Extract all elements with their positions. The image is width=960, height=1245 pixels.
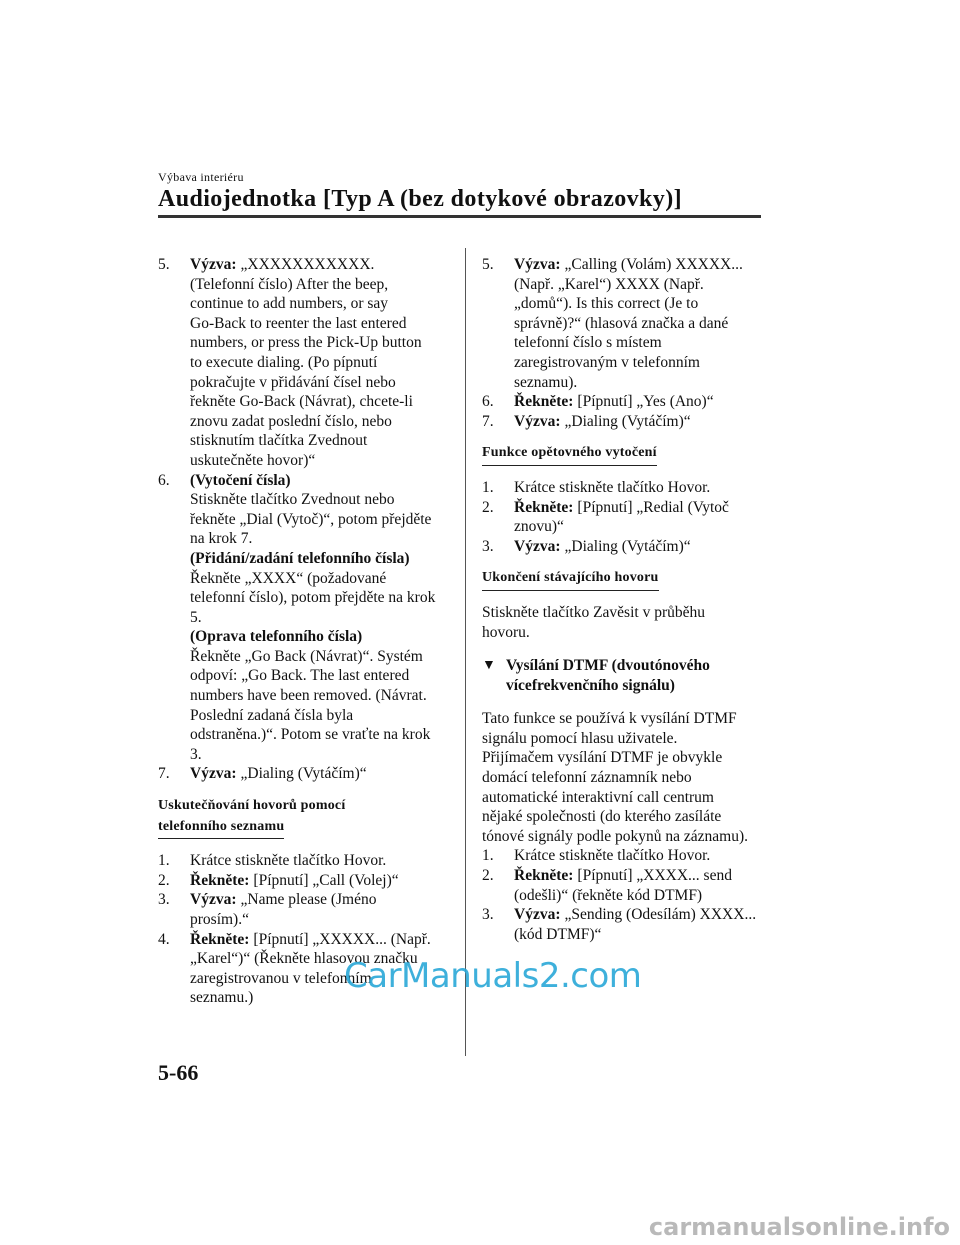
step-1 <box>482 478 772 498</box>
text-line: automatické interaktivní call centrum <box>482 788 714 806</box>
subheading-phonebook <box>158 796 448 839</box>
text-line: stisknutím tlačítka Zvednout <box>190 432 368 450</box>
text-line: [Pípnutí] „XXXX... send <box>577 867 732 885</box>
text-line: Řekněte „Go Back (Návrat)“. Systém <box>190 647 423 665</box>
subheading-end-call: Ukončení stávajícího hovoru <box>482 568 659 591</box>
text-line: nějaké společnosti (do kterého zasíláte <box>482 808 722 826</box>
item-body <box>514 255 772 392</box>
subheading-line: vícefrekvenčního signálu) <box>506 676 675 694</box>
text-line: (odešli)“ (řekněte kód DTMF) <box>514 886 703 904</box>
text-line: tónové signály podle pokynů na záznamu). <box>482 827 749 845</box>
step-2 <box>158 871 448 891</box>
text-line: zaregistrovaným v telefonním <box>514 353 700 371</box>
text-line: „Karel“)“ (Řekněte hlasovou značku <box>190 950 418 968</box>
text-line: to execute dialing. (Po pípnutí <box>190 353 378 371</box>
step-3 <box>158 890 448 929</box>
item-number: 4. <box>158 930 170 948</box>
option-heading: (Přidání/zadání telefonního čísla) <box>190 549 410 567</box>
text-line: telefonní číslo s místem <box>514 334 662 352</box>
text-line: řekněte Go-Back (Návrat), chcete-li <box>190 393 413 411</box>
page-number: 5-66 <box>158 1060 199 1085</box>
say-label: Řekněte: <box>514 393 574 411</box>
item-body <box>190 871 448 891</box>
text-line: telefonní číslo), potom přejděte na krok <box>190 589 436 607</box>
item-body <box>190 764 448 784</box>
item-body <box>514 866 772 905</box>
text-line: Krátce stiskněte tlačítko Hovor. <box>190 852 387 870</box>
footer-site-text: carmanualsonline.info <box>648 1213 950 1241</box>
text-line: „domů“). Is this correct (Je to <box>514 295 699 313</box>
item-body <box>190 890 448 929</box>
text-line: seznamu.) <box>190 989 254 1007</box>
text-line: (kód DTMF)“ <box>514 925 602 943</box>
item-body <box>190 471 448 765</box>
prompt-label: Výzva: <box>514 537 561 555</box>
text-line: „Sending (Odesílám) XXXX... <box>564 906 757 924</box>
column-divider <box>465 248 466 1056</box>
text-line: 3. <box>190 745 202 763</box>
prompt-label: Výzva: <box>514 256 561 273</box>
text-line: [Pípnutí] „XXXXX... (Např. <box>253 930 431 948</box>
prompt-label: Výzva: <box>514 906 561 924</box>
text-line: [Pípnutí] „Call (Volej)“ <box>253 871 399 889</box>
text-line: zaregistrovanou v telefonním <box>190 969 372 987</box>
step-2 <box>482 866 772 905</box>
item-number: 1. <box>482 847 494 865</box>
list-item-6 <box>158 471 448 765</box>
list-item-5 <box>158 255 448 471</box>
subheading-line: Vysílání DTMF (dvoutónového <box>506 657 710 675</box>
text-line: „Name please (Jméno <box>240 891 377 909</box>
subheading-redial: Funkce opětovného vytočení <box>482 443 657 466</box>
section-label: Výbava interiéru <box>158 170 244 184</box>
text-line: seznamu). <box>514 373 578 391</box>
item-body <box>514 392 772 412</box>
text-line: signálu pomocí hlasu uživatele. <box>482 729 678 747</box>
text-line: Přijímačem vysílání DTMF je obvykle <box>482 749 723 767</box>
step-1 <box>482 846 772 866</box>
text-line: „Dialing (Vytáčím)“ <box>240 765 367 783</box>
text-line: [Pípnutí] „Yes (Ano)“ <box>577 393 714 411</box>
page-title: Audiojednotka [Typ A (bez dotykové obrazovky)] <box>158 186 682 212</box>
text-line: prosím).“ <box>190 911 249 928</box>
item-number: 1. <box>482 478 494 496</box>
text-line: odstraněna.)“. Potom se vraťte na krok <box>190 726 431 744</box>
left-column <box>158 255 448 1008</box>
prompt-label: Výzva: <box>190 765 237 783</box>
text-line: [Pípnutí] „Redial (Vytoč <box>577 498 729 516</box>
text-line: Stiskněte tlačítko Zvednout nebo <box>190 491 395 509</box>
text-line: (Např. „Karel“) XXXX (Např. <box>514 275 704 293</box>
text-line: pokračujte v přidávání čísel nebo <box>190 373 396 391</box>
list-item-5 <box>482 255 772 392</box>
say-label: Řekněte: <box>190 930 250 948</box>
item-body <box>190 851 448 871</box>
subheading-line: telefonního seznamu <box>158 817 284 840</box>
text-line: (Telefonní číslo) After the beep, <box>190 275 389 293</box>
text-line: odpoví: „Go Back. The last entered <box>190 667 410 685</box>
item-number: 6. <box>158 471 170 489</box>
text-line: Řekněte „XXXX“ (požadované <box>190 569 387 587</box>
text-line: Krátce stiskněte tlačítko Hovor. <box>514 847 711 865</box>
text-line: řekněte „Dial (Vytoč)“, potom přejděte <box>190 510 432 528</box>
prompt-label: Výzva: <box>514 412 561 430</box>
item-number: 5. <box>482 256 494 273</box>
text-line: znovu zadat poslední číslo, nebo <box>190 412 392 430</box>
text-line: „Dialing (Vytáčím)“ <box>564 537 691 555</box>
text-line: znovu)“ <box>514 518 564 536</box>
say-label: Řekněte: <box>190 871 250 889</box>
text-line: uskutečněte hovor)“ <box>190 451 316 469</box>
text-line: Stiskněte tlačítko Zavěsit v průběhu <box>482 603 705 621</box>
title-rule <box>158 215 761 218</box>
item-number: 3. <box>482 906 494 924</box>
item-body <box>190 255 448 471</box>
item-body <box>514 537 772 557</box>
text-line: na krok 7. <box>190 530 253 548</box>
list-item-6 <box>482 392 772 412</box>
say-label: Řekněte: <box>514 867 574 885</box>
right-column <box>482 255 772 944</box>
item-body <box>514 478 772 498</box>
subheading-dtmf <box>482 656 772 695</box>
subheading-line: Uskutečňování hovorů pomocí <box>158 798 346 814</box>
text-line: hovoru. <box>482 623 530 641</box>
item-number: 6. <box>482 393 494 411</box>
say-label: Řekněte: <box>514 498 574 516</box>
prompt-label: Výzva: <box>190 891 237 909</box>
text-line: Tato funkce se používá k vysílání DTMF <box>482 710 737 728</box>
list-item-7 <box>158 764 448 784</box>
item-body <box>514 498 772 537</box>
text-line: „Dialing (Vytáčím)“ <box>564 412 691 430</box>
text-line: správně)?“ (hlasová značka a dané <box>514 314 729 332</box>
item-number: 7. <box>158 765 170 783</box>
step-3 <box>482 905 772 944</box>
item-number: 2. <box>482 867 494 885</box>
item-number: 7. <box>482 412 494 430</box>
text-line: domácí telefonní záznamník nebo <box>482 769 692 787</box>
list-item-7 <box>482 412 772 432</box>
step-3 <box>482 537 772 557</box>
text-line: „Calling (Volám) XXXXX... <box>564 256 743 273</box>
text-line: continue to add numbers, or say <box>190 295 389 313</box>
item-number: 3. <box>158 891 170 909</box>
text-line: 5. <box>190 608 202 626</box>
step-2 <box>482 498 772 537</box>
text-line: Krátce stiskněte tlačítko Hovor. <box>514 478 711 496</box>
item-number: 5. <box>158 256 170 273</box>
text-line: Go-Back to reenter the last entered <box>190 314 407 332</box>
option-heading: (Oprava telefonního čísla) <box>190 628 363 646</box>
item-number: 1. <box>158 852 170 870</box>
text-line: „XXXXXXXXXXX. <box>240 256 375 273</box>
item-body <box>514 846 772 866</box>
item-number: 2. <box>158 871 170 889</box>
item-number: 3. <box>482 537 494 555</box>
item-number: 2. <box>482 498 494 516</box>
step-1 <box>158 851 448 871</box>
text-line: numbers have been removed. (Návrat. <box>190 687 427 705</box>
triangle-down-icon: ▼ <box>482 658 496 674</box>
item-body <box>514 412 772 432</box>
prompt-label: Výzva: <box>190 256 237 273</box>
text-line: Poslední zadaná čísla byla <box>190 706 354 724</box>
watermark-logo: CarManuals2.com <box>344 956 642 996</box>
text-line: numbers, or press the Pick-Up button <box>190 334 422 352</box>
item-body <box>514 905 772 944</box>
option-heading: (Vytočení čísla) <box>190 471 291 489</box>
